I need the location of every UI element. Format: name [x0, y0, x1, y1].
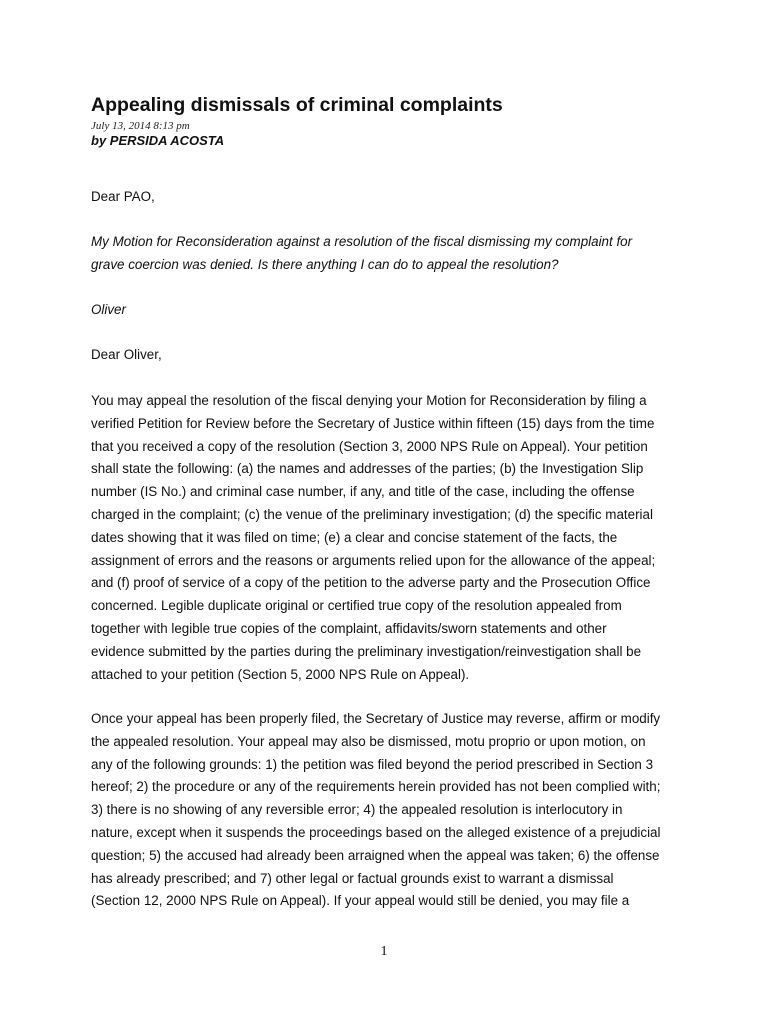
text-line: the appealed resolution. Your appeal may also be dismissed, motu proprio or upon motion, on [91, 733, 646, 749]
text-line: dates showing that it was filed on time; (e) a clear and concise statement of the facts, the [91, 529, 618, 545]
text-line: question; 5) the accused had already been arraigned when the appeal was taken; 6) the offense [91, 847, 660, 863]
reply-paragraph-2 [91, 708, 681, 913]
text-line: any of the following grounds: 1) the petition was filed beyond the period prescribed in Section 3 [91, 756, 654, 772]
text-line: My Motion for Reconsideration against a resolution of the fiscal dismissing my complaint for [91, 234, 633, 249]
letter-signature [91, 299, 681, 322]
text-line: Dear Oliver, [91, 347, 162, 362]
text-line: concerned. Legible duplicate original or certified true copy of the resolution appealed from [91, 598, 622, 614]
text-line: charged in the complaint; (c) the venue of the preliminary investigation; (d) the specific material [91, 506, 653, 522]
article-title: Appealing dismissals of criminal complaints [91, 94, 503, 116]
text-line: Oliver [91, 302, 126, 317]
text-line: together with legible true copies of the complaint, affidavits/sworn statements and other [91, 620, 607, 636]
text-line: attached to your petition (Section 5, 2000 NPS Rule on Appeal). [91, 666, 470, 682]
article-byline: by PERSIDA ACOSTA [91, 133, 225, 148]
text-line: Dear PAO, [91, 189, 155, 204]
text-line: Once your appeal has been properly filed, the Secretary of Justice may reverse, affirm or modify [91, 711, 661, 726]
letter-salutation [91, 186, 681, 209]
text-line: grave coercion was denied. Is there anything I can do to appeal the resolution? [91, 256, 559, 272]
text-line: shall state the following: (a) the names and addresses of the parties; (b) the Investigation Slip [91, 461, 644, 477]
text-line: 3) there is no showing of any reversible error; 4) the appealed resolution is interlocutory in [91, 802, 623, 818]
text-line: hereof; 2) the procedure or any of the requirements herein provided has not been complied with; [91, 779, 661, 795]
text-line: (Section 12, 2000 NPS Rule on Appeal). If your appeal would still be denied, you may file a [91, 893, 630, 909]
text-line: has already prescribed; and 7) other legal or factual grounds exist to warrant a dismissal [91, 870, 614, 886]
text-line: evidence submitted by the parties during the preliminary investigation/reinvestigation shall be [91, 643, 642, 659]
reply-paragraph-1 [91, 390, 681, 686]
text-line: that you received a copy of the resolution (Section 3, 2000 NPS Rule on Appeal). Your petition [91, 438, 648, 454]
text-line: assignment of errors and the reasons or arguments relied upon for the allowance of the appeal; [91, 552, 656, 568]
article-date: July 13, 2014 8:13 pm [91, 120, 190, 132]
text-line: nature, except when it suspends the proceedings based on the alleged existence of a prejudicial [91, 824, 661, 840]
text-line: number (IS No.) and criminal case number, if any, and title of the case, including the offense [91, 484, 635, 500]
text-line: verified Petition for Review before the Secretary of Justice within fifteen (15) days from the time [91, 415, 655, 431]
text-line: You may appeal the resolution of the fiscal denying your Motion for Reconsideration by filing a [91, 393, 647, 408]
page-number: 1 [380, 944, 388, 959]
letter-question [91, 231, 681, 277]
reply-salutation [91, 344, 681, 367]
text-line: and (f) proof of service of a copy of the petition to the adverse party and the Prosecution Office [91, 575, 651, 591]
